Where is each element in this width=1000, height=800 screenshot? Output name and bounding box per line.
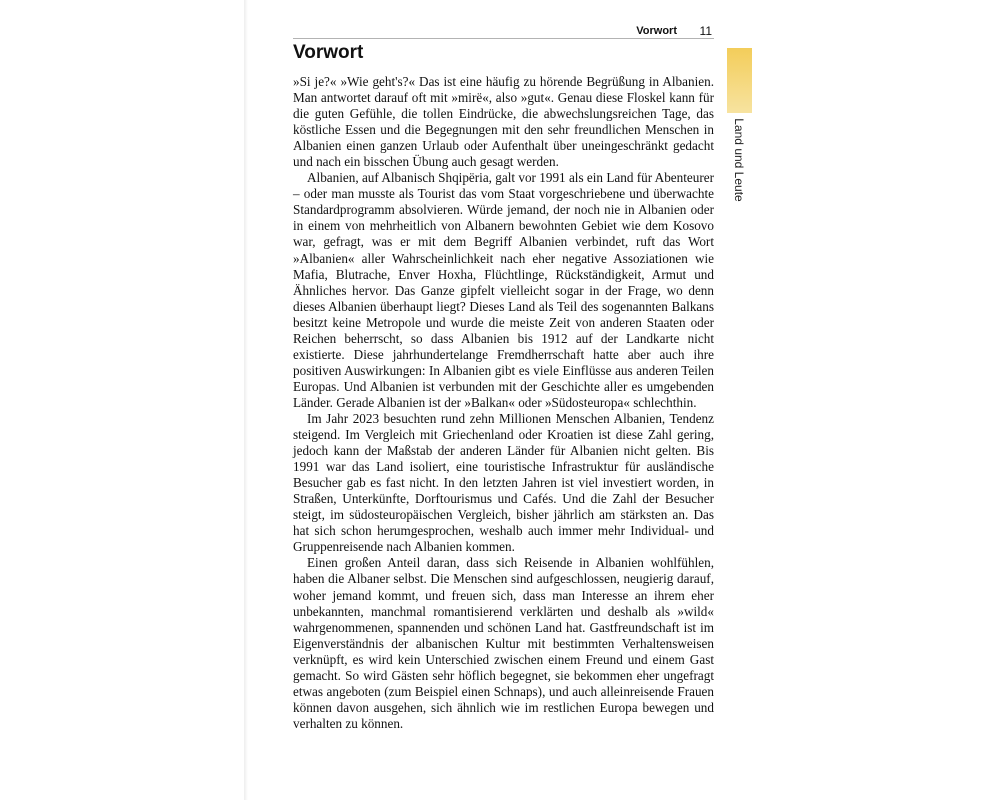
body-text (293, 74, 714, 732)
paragraph: Einen großen Anteil daran, dass sich Reisende in Albanien wohlfühlen, haben die Albaner selbst. Die Menschen sind aufgeschlossen, neugierig darauf, woher jemand kommt, und freuen sich, dass man Interesse an ihrem eher unbekannten, manchmal romantisierend verklärten und deshalb als »wild« wahrgenommenen, spannenden und schönen Land hat. Gastfreundschaft ist im Eigenverständnis der albanischen Kultur mit bestimmten Verhaltensweisen verknüpft, es wird kein Unterschied zwischen einem Freund und einem Gast gemacht. So wird Gästen sehr höflich begegnet, sie bekommen eher ungefragt etwas angeboten (zum Beispiel einen Schnaps), und auch alleinreisende Frauen können davon ausgehen, sich ähnlich wie im restlichen Europa bewegen und verhalten zu können. (293, 555, 714, 731)
page-gutter-shadow (244, 0, 248, 800)
running-header (293, 24, 714, 39)
page-number: 11 (699, 24, 712, 38)
paragraph: »Si je?« »Wie geht's?« Das ist eine häufig zu hörende Begrüßung in Albanien. Man antwortet darauf oft mit »mirë«, also »gut«. Genau diese Floskel kann für die guten Gefühle, die tollen Eindrücke, die abwechslungsreichen Tage, das köstliche Essen und die Begegnungen mit den sehr freundlichen Menschen in Albanien einen ganzen Urlaub oder Aufenthalt über uneingeschränkt gedacht und nach ein bisschen Übung auch gesagt werden. (293, 74, 714, 170)
running-header-title: Vorwort (636, 25, 677, 37)
chapter-title: Vorwort (293, 42, 364, 63)
paragraph: Albanien, auf Albanisch Shqipëria, galt vor 1991 als ein Land für Abenteurer – oder man musste als Tourist das vom Staat vorgeschriebene und überwachte Standardprogramm absolvieren. Würde jemand, der noch nie in Albanien oder in einem von mehrheitlich von Albanern bewohnten Gebiet wie dem Kosovo war, gefragt, was er mit dem Begriff Albanien verbindet, ruft das Wort »Albanien« aller Wahrscheinlichkeit nach eher negative Assoziationen wie Mafia, Blutrache, Enver Hoxha, Flüchtlinge, Rückständigkeit, Armut und Ähnliches hervor. Das Ganze gipfelt vielleicht sogar in der Frage, wo denn dieses Albanien überhaupt liegt? Dieses Land als Teil des sogenannten Balkans besitzt keine Metropole und wurde die meiste Zeit von anderen Staaten oder Reichen beherrscht, so dass Albanien bis 1912 auf der Landkarte nicht existierte. Diese jahrhundertelange Fremdherrschaft hatte aber auch ihre positiven Auswirkungen: In Albanien gibt es viele Einflüsse aus anderen Teilen Europas. Und Albanien ist verbunden mit der Geschichte aller es umgebenden Länder. Gerade Albanien ist der »Balkan« oder »Südosteuropa« schlechthin. (293, 170, 714, 410)
chapter-side-label: Land und Leute (732, 118, 746, 202)
chapter-thumb-tab (727, 48, 752, 113)
paragraph: Im Jahr 2023 besuchten rund zehn Millionen Menschen Albanien, Tendenz steigend. Im Vergleich mit Griechenland oder Kroatien ist diese Zahl gering, jedoch kann der Maßstab der anderen Länder für Albanien nicht gelten. Bis 1991 war das Land isoliert, eine touristische Infrastruktur für ausländische Besucher gab es fast nicht. In den letzten Jahren ist viel investiert worden, in Straßen, Unterkünfte, Dorftourismus und Cafés. Und die Zahl der Besucher steigt, im südosteuropäischen Vergleich, bisher jährlich am stärksten an. Das hat sich schon herumgesprochen, weshalb auch immer mehr Individual- und Gruppenreisende nach Albanien kommen. (293, 410, 714, 555)
